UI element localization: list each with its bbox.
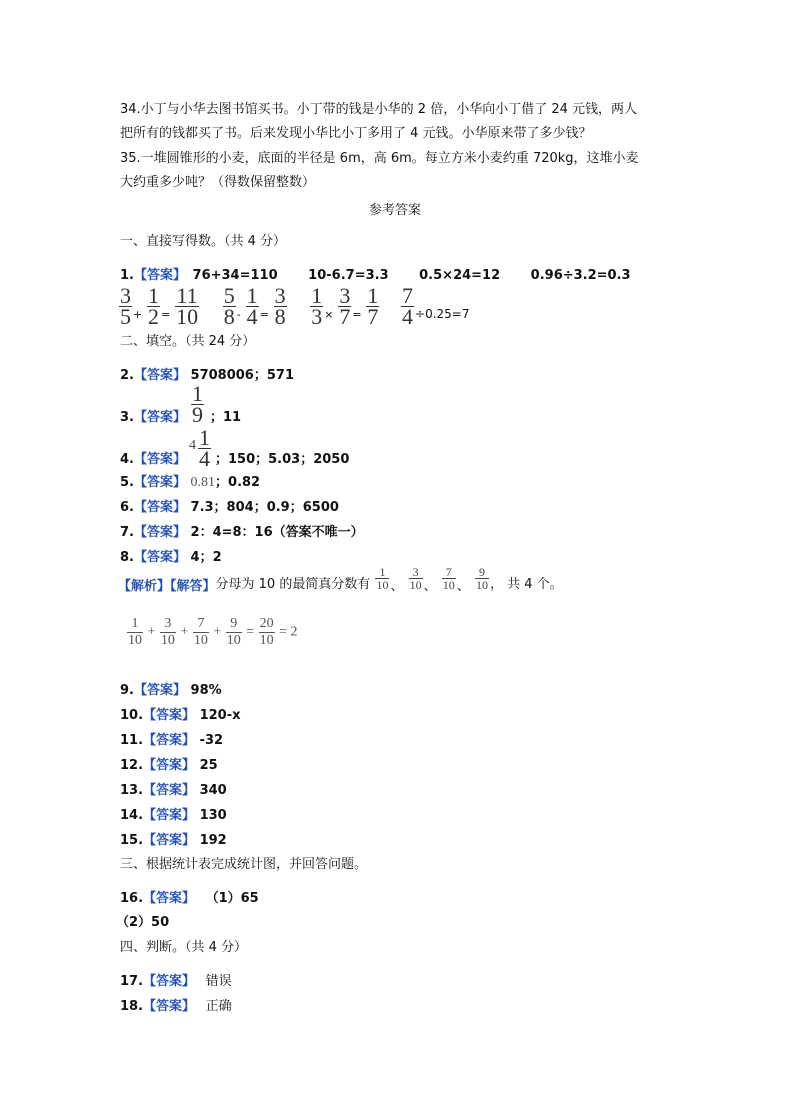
mixed-number-whole: 4	[189, 438, 196, 453]
answer-10: 10.【答案】 120-x	[120, 708, 241, 723]
plus-sign: +	[213, 624, 222, 640]
fraction: $\frac{3}{8}$	[274, 283, 286, 329]
fraction-tail: ÷0.25=7	[415, 307, 470, 321]
answer-tag: 【答案】	[143, 999, 196, 1014]
question-35-line-2: 大约重多少吨？（得数保留整数）	[120, 175, 316, 190]
equals-sign: =	[259, 308, 269, 321]
analysis-end: ， 共 4 个。	[489, 577, 563, 592]
separator: 、	[456, 579, 470, 594]
answer-1-row	[120, 268, 631, 284]
answer-text: 4；2	[190, 550, 222, 565]
answer-tag: 【答案】	[133, 268, 186, 283]
answer-tag: 【答案】	[133, 368, 186, 383]
answer-tag: 【答案】	[133, 525, 186, 540]
answer-text: 98%	[190, 683, 222, 698]
answer-3: 3.【答案】	[120, 410, 186, 425]
fraction: $\frac{7}{10}$	[193, 616, 208, 648]
fraction: $\frac{9}{10}$	[226, 616, 241, 648]
fraction: 1 4	[199, 425, 210, 471]
equals-sign: =	[352, 308, 362, 321]
answer-12: 12.【答案】 25	[120, 758, 218, 773]
fraction: $\frac{1}{7}$	[367, 283, 379, 329]
analysis-equation	[126, 616, 298, 649]
answer-text: 正确	[205, 999, 232, 1014]
answer-tag: 【答案】	[143, 808, 196, 823]
answer-tag: 【答案】	[143, 833, 196, 848]
fraction: $\frac{11}{10}$	[176, 283, 199, 329]
answer-text: 25	[199, 758, 218, 773]
analysis-tag: 【解析】	[118, 579, 171, 594]
answer-tag: 【答案】	[143, 758, 196, 773]
answer-tag: 【答案】	[133, 475, 186, 490]
answer-text: ；0.82	[215, 475, 261, 490]
answer-title: 参考答案	[368, 203, 421, 218]
answer-text: 340	[199, 783, 227, 798]
answer-item: 10-6.7=3.3	[308, 268, 389, 283]
answer-7: 7.【答案】 2：4=8：16（答案不唯一）	[120, 525, 364, 540]
answer-tag: 【答案】	[133, 550, 186, 565]
answer-17: 17.【答案】 错误	[120, 974, 232, 989]
answer-text: 5708006；571	[190, 368, 294, 383]
answer-5: 5.【答案】 0.81；0.82	[120, 475, 261, 490]
fraction: $\frac{1}{2}$	[148, 283, 160, 329]
answer-tag: 【答案】	[143, 974, 196, 989]
equation-result: = 2	[279, 624, 298, 640]
separator: 、	[390, 579, 404, 594]
answer-1-fractions	[118, 283, 470, 329]
fraction: $\frac{7}{4}$	[402, 283, 414, 329]
fraction: $\frac{1}{4}$	[246, 283, 258, 329]
answer-item: 0.96÷3.2=0.3	[530, 268, 631, 283]
answer-tag: 【答案】	[143, 783, 196, 798]
answer-2: 2.【答案】 5708006；571	[120, 368, 294, 383]
question-35-line-1: 35.一堆圆锥形的小麦，底面的半径是 6m，高 6m。每立方米小麦约重 720kg，这堆小麦	[120, 151, 639, 166]
separator: 、	[423, 579, 437, 594]
section-4-heading: 四、判断。（共 4 分）	[120, 940, 248, 955]
analysis-line	[118, 565, 563, 599]
question-34-line-1: 34.小丁与小华去图书馆买书。小丁带的钱是小华的 2 倍，小华向小丁借了 24 元钱，两人	[120, 102, 638, 117]
answer-tag: 【答案】	[133, 452, 186, 467]
fraction: $\frac{1}{10}$	[128, 616, 142, 648]
section-3-heading: 三、根据统计表完成统计图，并回答问题。	[120, 857, 368, 872]
plus-sign: +	[180, 624, 189, 640]
answer-18: 18.【答案】 正确	[120, 999, 232, 1014]
answer-tag: 【答案】	[133, 500, 186, 515]
answer-text: ；150；5.03；2050	[215, 452, 350, 467]
plus-sign: +	[133, 308, 143, 321]
fraction: $\frac{3}{10}$	[160, 616, 175, 648]
answer-8: 8.【答案】 4；2	[120, 550, 222, 565]
section-2-heading: 二、填空。（共 24 分）	[120, 334, 256, 349]
answer-text: 2：4=8：16（答案不唯一）	[190, 525, 364, 540]
fraction: $\frac{20}{10}$	[259, 616, 274, 648]
answer-13: 13.【答案】 340	[120, 783, 227, 798]
minus-sign: -	[236, 308, 241, 321]
answer-text: 130	[199, 808, 227, 823]
answer-item: 76+34=110	[192, 268, 278, 283]
analysis-text: 分母为 10 的最简真分数有	[215, 577, 371, 592]
answer-text: -32	[199, 733, 224, 748]
fraction: 1 9	[192, 381, 203, 427]
answer-text: 192	[199, 833, 227, 848]
answer-text: 120-x	[199, 708, 241, 723]
plus-sign: +	[147, 624, 156, 640]
equals-sign: =	[246, 624, 255, 640]
answer-item: 0.5×24=12	[419, 268, 501, 283]
answer-tag: 【答案】	[143, 733, 196, 748]
answer-text: （1）65	[205, 891, 259, 906]
question-34-line-2: 把所有的钱都买了书。后来发现小华比小丁多用了 4 元钱。小华原来带了多少钱？	[120, 126, 592, 141]
equals-sign: =	[161, 308, 171, 321]
answer-text: 7.3；804；0.9；6500	[190, 500, 339, 515]
fraction: $\frac{3}{10}$	[409, 565, 422, 592]
answer-value: 0.81	[190, 475, 216, 490]
times-sign: ×	[324, 308, 334, 321]
section-1-heading: 一、直接写得数。（共 4 分）	[120, 234, 287, 249]
answer-4: 4.【答案】	[120, 452, 186, 467]
answer-11: 11.【答案】 -32	[120, 733, 224, 748]
solution-tag: 【解答】	[170, 579, 216, 594]
answer-16-part-2: （2）50	[116, 915, 170, 930]
answer-6: 6.【答案】 7.3；804；0.9；6500	[120, 500, 339, 515]
answer-tag: 【答案】	[143, 891, 196, 906]
fraction: $\frac{1}{3}$	[311, 283, 323, 329]
fraction: $\frac{7}{10}$	[442, 565, 455, 592]
answer-16: 16.【答案】 （1）65	[120, 891, 259, 906]
fraction: $\frac{5}{8}$	[223, 283, 235, 329]
fraction: $\frac{9}{10}$	[475, 565, 488, 592]
answer-15: 15.【答案】 192	[120, 833, 227, 848]
answer-text: ；11	[210, 410, 242, 425]
answer-number: 1.	[120, 268, 134, 283]
fraction: $\frac{3}{5}$	[120, 283, 131, 329]
fraction: $\frac{3}{7}$	[339, 283, 351, 329]
answer-9: 9.【答案】 98%	[120, 683, 222, 698]
answer-tag: 【答案】	[143, 708, 196, 723]
answer-tag: 【答案】	[133, 410, 186, 425]
fraction: $\frac{1}{10}$	[376, 565, 389, 592]
answer-tag: 【答案】	[133, 683, 186, 698]
answer-text: 错误	[205, 974, 232, 989]
answer-14: 14.【答案】 130	[120, 808, 227, 823]
